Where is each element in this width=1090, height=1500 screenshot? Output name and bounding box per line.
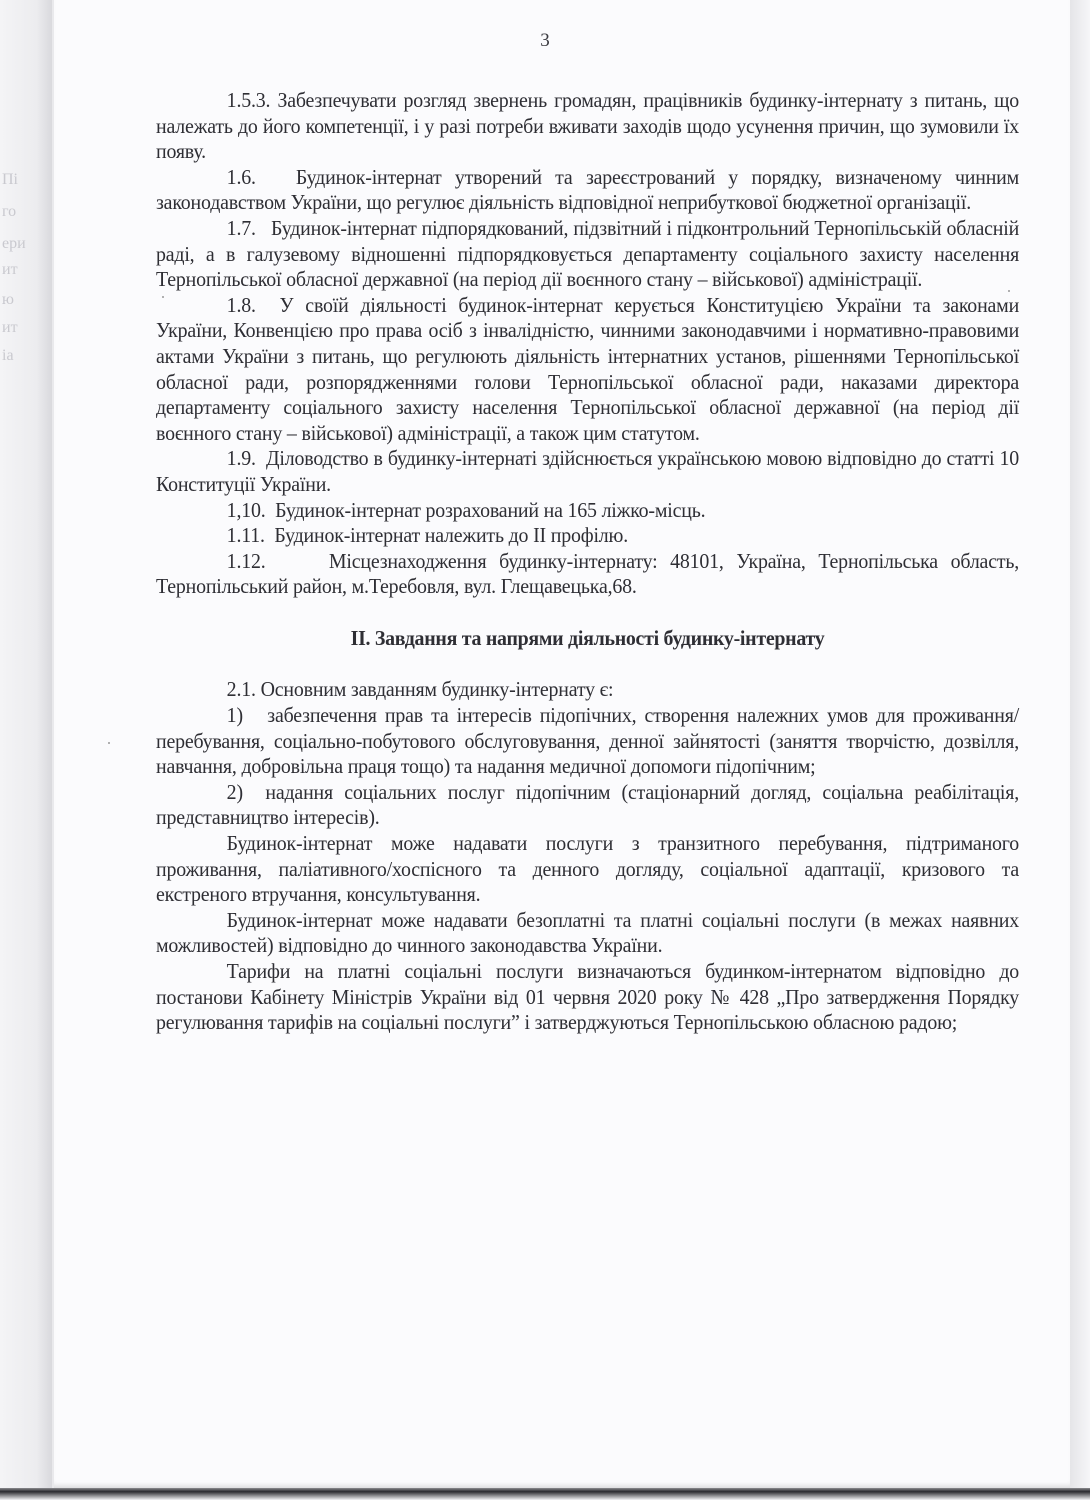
bleed-through-text: ери (2, 235, 26, 252)
paragraph-2-1: 2.1. Основним завданням будинку-інтернату є: (226, 677, 614, 702)
paragraph-1-5-3: 1.5.3. Забезпечувати розгляд звернень громадян, працівників будинку-інтернату з питань, що належать до його компетенції, і у разі потреби вживати заходів щодо усунення причин, що зумовили їх появу. (156, 88, 1020, 164)
spacer (156, 600, 1019, 626)
paragraph-1-7: 1.7. Будинок-інтернат підпорядкований, підзвітний і підконтрольний Тернопільській обласній раді, а в галузевому відношенні підпорядковується департаменту соціального захисту населення Тернопільської обласної державної (на період дії воєнного стану – військової) адміністрації. (156, 215, 1020, 292)
paragraph-1-11: 1.11. Будинок-інтернат належить до ІІ профілю. (226, 523, 629, 548)
section-heading: ІІ. Завдання та напрями діяльності будинку-інтернату (350, 625, 825, 650)
scan-speck (1008, 290, 1010, 292)
page-number: 3 (540, 30, 550, 51)
bleed-through-text: го (2, 203, 17, 220)
bleed-through-text: ит (2, 319, 18, 336)
document-body (156, 88, 1019, 1036)
paragraph-tariffs: Тарифи на платні соціальні послуги визначаються будинком-інтернатом відповідно до постанови Кабінету Міністрів України від 01 червня 2020 року № 428 „Про затвердження Порядку регулювання тарифів на соціальні послуги” і затверджуються Тернопільською обласною радою; (156, 959, 1020, 1035)
bleed-through-text: ю (2, 291, 14, 308)
scan-right-edge (1070, 0, 1090, 1500)
scan-speck (162, 296, 164, 298)
paragraph-1-8: 1.8. У своїй діяльності будинок-інтернат керується Конституцією України та законами України, Конвенцією про права осіб з інвалідністю, чинними законодавчими і нормативно-правовими актами України з питань, що регулюють діяльність інтернатних установ, рішеннями Тернопільської обласної ради, розпорядженнями голови Тернопільської обласної ради, наказами директора департаменту соціального захисту населення Тернопільської обласної державної (на період дії воєнного стану – військової) адміністрації, а також цим статутом. (156, 292, 1020, 445)
scan-bottom-edge (0, 1488, 1090, 1500)
scan-speck (108, 742, 110, 744)
list-item-2: 2) надання соціальних послуг підопічним (стаціонарний догляд, соціальна реабілітація, представництво інтересів). (156, 779, 1020, 830)
paragraph-1-10: 1,10. Будинок-інтернат розрахований на 165 ліжко-місць. (226, 497, 706, 522)
paragraph-free-paid-services: Будинок-інтернат може надавати безоплатні та платні соціальні послуги (в межах наявних можливостей) відповідно до чинного законодавства України. (156, 907, 1020, 958)
paragraph-1-12: 1.12. Місцезнаходження будинку-інтернату: 48101, Україна, Тернопільська область, Тернопільський район, м.Теребовля, вул. Глещавецька,68. (156, 548, 1020, 599)
paragraph-1-6: 1.6. Будинок-інтернат утворений та зареєстрований у порядку, визначеному чинним законодавством України, що регулює діяльність відповідної неприбуткової бюджетної організації. (156, 164, 1020, 215)
list-item-1: 1) забезпечення прав та інтересів підопічних, створення належних умов для проживання/перебування, соціально-побутового обслуговування, денної зайнятості (заняття творчістю, дозвілля, навчання, добровільна праця тощо) та надання медичної допомоги підопічним; (156, 703, 1020, 779)
paragraph-services: Будинок-інтернат може надавати послуги з транзитного перебування, підтриманого проживання, паліативного/хоспісного та денного догляду, соціальної адаптації, кризового та екстреного втручання, консультування. (156, 831, 1020, 907)
adjacent-page-edge (0, 0, 52, 1490)
bleed-through-text: іа (2, 347, 14, 364)
bleed-through-text: ит (2, 261, 18, 278)
paragraph-1-9: 1.9. Діловодство в будинку-інтернаті здійснюється українською мовою відповідно до статті 10 Конституції України. (156, 446, 1020, 496)
bleed-through-text: Пі (2, 171, 18, 188)
spacer (156, 651, 1019, 677)
